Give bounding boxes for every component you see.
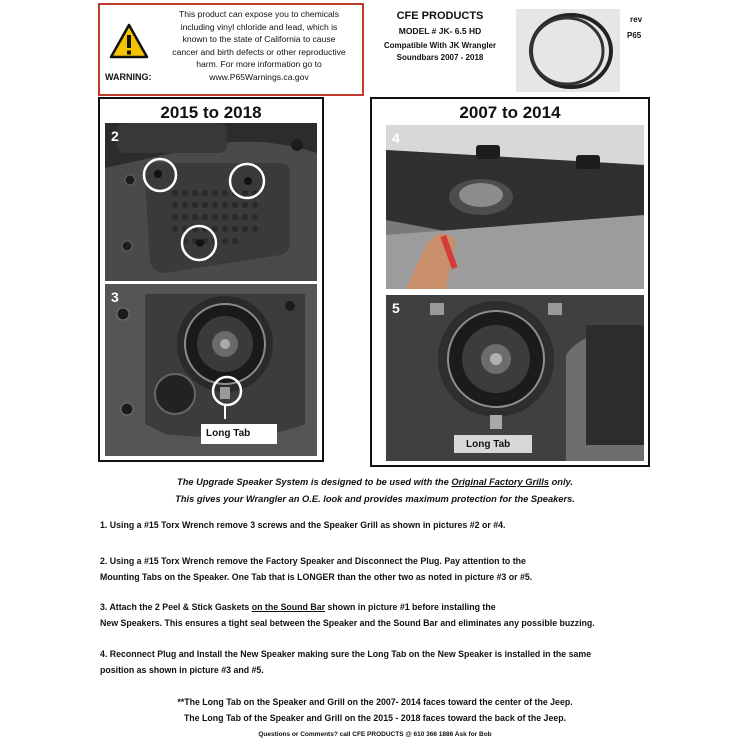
on-the-sound-bar-text: on the Sound Bar <box>251 602 326 612</box>
instruction-step-3: 3. Attach the 2 Peel & Stick Gaskets on the Sound Bar shown in picture #1 before installing the New Speakers. This ensures a tight seal between the Speaker and the Sound Bar and eliminates any possible buzzing. <box>100 602 595 628</box>
warning-label: WARNING: <box>105 72 152 82</box>
rev-label: rev <box>630 15 643 24</box>
photo-number-5: 5 <box>392 300 400 316</box>
photo-4-sound-bar-removal <box>386 125 644 289</box>
long-tab-label-right: Long Tab <box>466 439 511 450</box>
product-compatibility: Compatible With JK Wrangler Soundbars 2007 - 2018 <box>383 41 497 62</box>
warning-text: This product can expose you to chemicals including vinyl chloride and lead, which is known to the state of California to cause cancer and birth defects or other reproductive harm. For more information go to www.P65Warnings.ca.gov <box>172 9 346 82</box>
original-factory-grills-text: Original Factory Grills <box>451 477 550 487</box>
photo-2-speaker-grill-screws <box>105 123 317 281</box>
gasket-rings-photo <box>516 9 620 92</box>
rev-code: P65 <box>627 31 642 40</box>
instruction-step-1: 1. Using a #15 Torx Wrench remove 3 screws and the Speaker Grill as shown in pictures #2 or #4. <box>100 520 506 530</box>
intro-text: The Upgrade Speaker System is designed to be used with the Original Factory Grills only. This gives your Wrangler an O.E. look and provides maximum protection for the Speakers. <box>175 477 575 504</box>
prop65-warning-box <box>98 3 364 96</box>
product-name: CFE PRODUCTS <box>396 10 484 22</box>
photo-3-speaker-long-tab <box>105 284 317 456</box>
panel-title-2015-2018: 2015 to 2018 <box>160 103 262 122</box>
contact-line: Questions or Comments? call CFE PRODUCTS @ 610 366 1886 Ask for Bob <box>258 731 492 738</box>
photo-number-3: 3 <box>111 289 119 305</box>
long-tab-label-left: Long Tab <box>206 428 251 439</box>
product-header <box>372 10 508 64</box>
product-model: MODEL # JK- 6.5 HD <box>398 26 482 36</box>
instruction-step-4: 4. Reconnect Plug and Install the New Speaker making sure the Long Tab on the New Speaker is installed in the same position as shown in picture #3 and #5. <box>100 649 592 675</box>
warning-triangle-icon <box>109 23 149 59</box>
panel-2015-2018 <box>98 97 324 462</box>
photo-number-2: 2 <box>111 128 119 144</box>
photo-5-speaker-long-tab <box>386 295 644 461</box>
panel-title-2007-2014: 2007 to 2014 <box>459 103 561 122</box>
long-tab-notes: **The Long Tab on the Speaker and Grill on the 2007- 2014 faces toward the center of the Jeep. The Long Tab of the Speaker and Grill on the 2015 - 2018 faces toward the back of the Jeep. <box>177 697 573 723</box>
instruction-step-2: 2. Using a #15 Torx Wrench remove the Factory Speaker and Disconnect the Plug. Pay attention to the Mounting Tabs on the Speaker. One Tab that is LONGER than the other two as noted in picture #3 or #5. <box>100 556 533 582</box>
panel-2007-2014 <box>370 97 650 467</box>
photo-number-4: 4 <box>392 130 400 146</box>
